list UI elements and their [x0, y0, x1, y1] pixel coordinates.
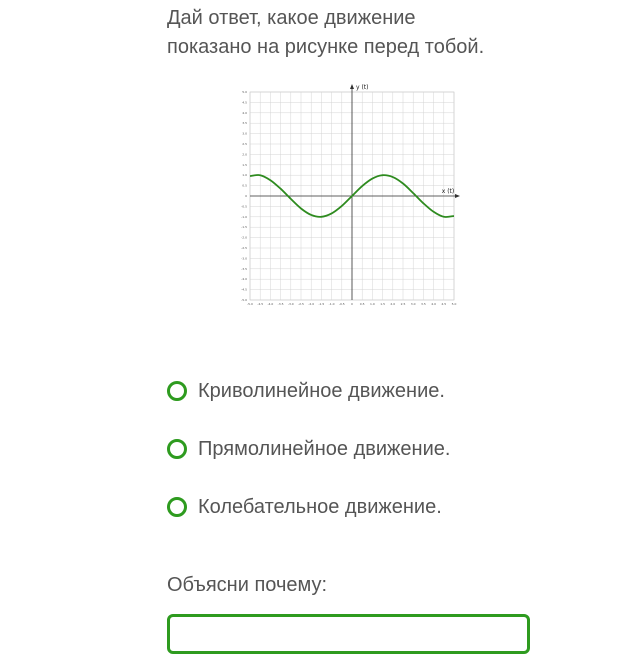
x-tick-label: 1.5: [380, 302, 385, 306]
y-tick-label: -4.5: [241, 287, 247, 292]
x-tick-label: -1.0: [328, 302, 335, 306]
y-tick-label: -1.0: [241, 214, 247, 219]
x-tick-label: -2.5: [298, 302, 304, 306]
y-axis-arrow-icon: [350, 84, 354, 89]
question-text: Дай ответ, какое движение показано на рисунке перед тобой.: [167, 7, 485, 58]
x-tick-label: 5.0: [451, 302, 457, 306]
explain-label: Объясни почему:: [167, 574, 328, 596]
x-tick-label: 0.5: [359, 302, 365, 306]
x-tick-label: 1.0: [370, 302, 375, 306]
option-curvilinear[interactable]: [167, 376, 450, 406]
y-tick-label: -0.5: [241, 204, 247, 209]
x-tick-label: -4.5: [257, 302, 264, 306]
radio-button[interactable]: [167, 439, 187, 459]
option-label: Колебательное движение.: [198, 495, 442, 518]
x-axis-arrow-icon: [455, 194, 460, 198]
y-tick-label: 4.5: [242, 100, 247, 105]
radio-button[interactable]: [167, 381, 187, 401]
option-oscillatory[interactable]: [167, 492, 450, 522]
y-tick-label: 1.0: [242, 173, 247, 178]
x-tick-label: -5.0: [247, 302, 253, 306]
y-tick-label: -3.5: [241, 266, 247, 271]
x-tick-label: 2.0: [390, 302, 396, 306]
y-tick-label: -2.5: [241, 246, 247, 250]
x-tick-label: -3.0: [287, 302, 294, 306]
x-tick-label: -3.5: [277, 302, 284, 306]
x-tick-label: -4.0: [267, 302, 274, 306]
y-tick-label: 2.5: [242, 142, 247, 146]
y-tick-label: -5.0: [241, 298, 247, 302]
chart-svg: [230, 80, 470, 308]
x-tick-label: 2.5: [400, 302, 406, 306]
option-label: Криволинейное движение.: [198, 379, 445, 402]
x-tick-label: -1.5: [318, 302, 325, 306]
y-axis-label: y (t): [356, 84, 369, 91]
y-tick-label: 4.0: [242, 110, 247, 115]
y-tick-label: -2.0: [241, 235, 247, 240]
y-tick-label: -4.0: [241, 277, 247, 282]
y-tick-label: 0: [245, 194, 247, 198]
answer-options: [167, 376, 450, 550]
y-tick-label: 0.5: [242, 183, 247, 188]
x-tick-label: -2.0: [308, 302, 315, 306]
x-axis-label: x (t): [441, 188, 455, 195]
y-tick-label: 3.5: [242, 121, 247, 126]
option-rectilinear[interactable]: [167, 434, 450, 464]
x-tick-label: 0: [351, 302, 353, 306]
y-tick-label: 1.5: [242, 162, 247, 167]
x-tick-label: 4.0: [431, 302, 436, 306]
y-tick-label: 5.0: [242, 90, 247, 94]
x-tick-label: 3.5: [421, 302, 426, 306]
x-tick-label: 4.5: [441, 302, 447, 306]
option-label: Прямолинейное движение.: [198, 437, 451, 460]
x-tick-label: 3.0: [410, 302, 416, 306]
y-tick-label: -1.5: [241, 225, 247, 230]
radio-button[interactable]: [167, 497, 187, 517]
explanation-input[interactable]: [167, 614, 530, 654]
y-tick-label: 2.0: [242, 152, 247, 157]
y-tick-label: 3.0: [242, 131, 247, 136]
x-tick-label: -0.5: [338, 302, 345, 306]
y-tick-label: -3.0: [241, 256, 247, 261]
motion-chart: [230, 80, 470, 308]
